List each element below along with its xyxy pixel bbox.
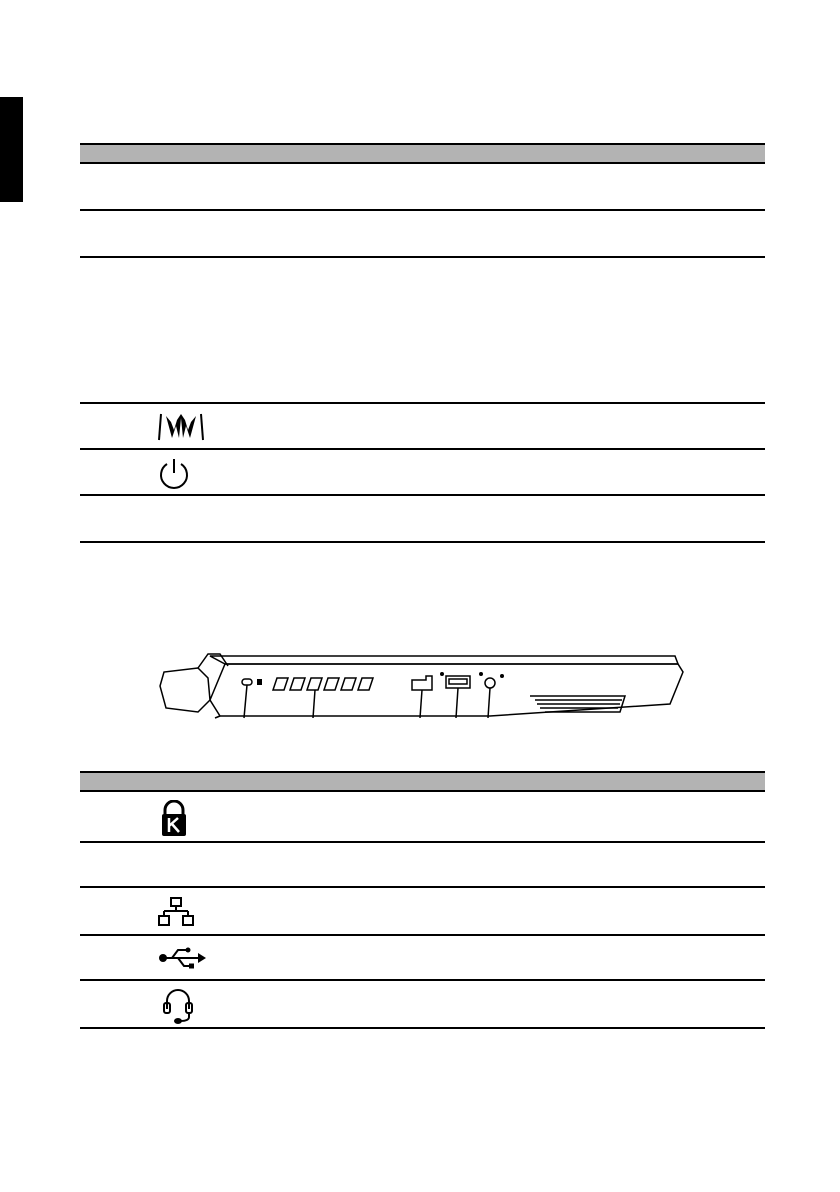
table-row — [80, 450, 765, 496]
table-row — [80, 936, 765, 981]
table-row — [80, 211, 765, 258]
table-row — [80, 888, 765, 936]
predator-logo-icon — [158, 412, 204, 442]
table-row — [80, 981, 765, 1029]
top-table — [80, 143, 765, 543]
table-row — [80, 258, 765, 404]
headset-icon — [158, 987, 198, 1025]
usb-icon — [158, 946, 208, 970]
table-row — [80, 404, 765, 450]
table-row — [80, 496, 765, 543]
top-table-header — [80, 143, 765, 164]
kensington-lock-icon — [158, 800, 190, 838]
table-row — [80, 792, 765, 843]
power-icon — [158, 457, 190, 489]
language-tab — [0, 97, 23, 202]
bottom-table-header — [80, 771, 765, 792]
bottom-table — [80, 771, 765, 1029]
table-row — [80, 164, 765, 211]
table-row — [80, 843, 765, 888]
ethernet-icon — [158, 896, 194, 928]
laptop-side-view-diagram — [150, 648, 690, 723]
